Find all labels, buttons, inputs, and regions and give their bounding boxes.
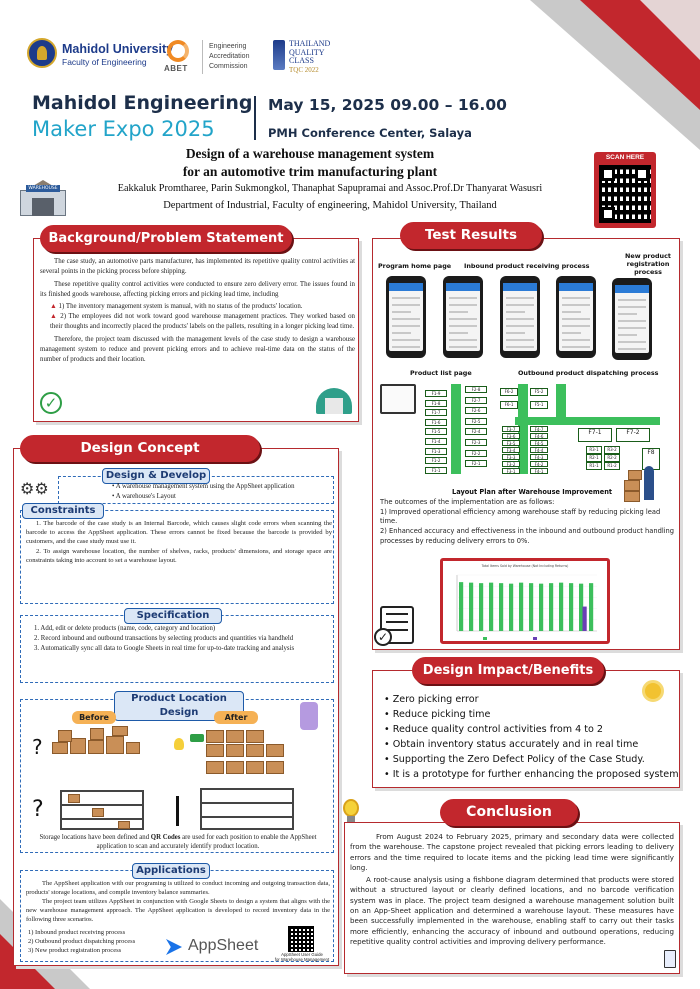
shelf-label: R2-2 [604,454,620,462]
results-bar-chart [443,569,607,643]
shelf-label: F8 [642,448,660,470]
test-results-heading: Test Results [400,222,542,249]
shelf-label: F1-9 [425,390,447,397]
mahidol-logo [27,38,57,68]
shelf-label: F4-6 [530,433,548,439]
conclusion-heading: Conclusion [440,799,578,826]
constraints-label: Constraints [22,503,104,519]
shelf-label: F1-4 [425,438,447,445]
chart-legend-swatch [533,637,537,640]
gears-icon: ⚙⚙ [20,479,49,498]
shelf-label: F1-2 [425,457,447,464]
eac-line-3: Commission [209,63,248,70]
chart-bar [539,584,543,631]
shelf-label: F1-6 [425,419,447,426]
shelf-label: F4-1 [530,468,548,474]
chart-bar [459,582,463,631]
outcome-2: 2) Enhanced accuracy and effectiveness in the inbound and outbound product handling processes by reducing delivery errors to 0%. [380,527,675,545]
applications-scenarios [28,929,135,956]
department: Department of Industrial, Faculty of engineering, Mahidol University, Thailand [163,200,497,211]
impact-item-1: Zero picking error [392,694,479,705]
appsheet-icon [166,939,182,955]
shelf-label: F3-4 [502,447,520,453]
spec-1: 1. Add, edit or delete products (name, code, category and location) [34,625,216,632]
chart-bar [489,583,493,631]
eac-line-2: Accreditation [209,53,250,60]
warehouse-sign: WAREHOUSE [26,185,60,192]
caption-inbound: Inbound product receiving process [464,262,590,270]
abet-logo [167,40,189,62]
shelf-label: F3-6 [502,433,520,439]
shelf-label: F4-4 [530,447,548,453]
guide-line-2: for Warehouse Management [274,957,330,962]
shelf-label: F2-3 [465,439,487,446]
project-title-line-2: for an automotive trim manufacturing plant [182,164,438,179]
eac-line-1: Engineering [209,43,247,50]
shelf-label: F4-5 [530,440,548,446]
impact-item: • Obtain inventory status accurately and in real time [384,739,639,750]
after-label: After [214,711,258,724]
shelf-label: F3-5 [502,440,520,446]
shelf-label: F3-7 [502,426,520,432]
tqc-line-2: QUALITY [289,47,325,57]
eac-text [209,42,249,72]
chart-bar [549,583,553,631]
spec-3: 3. Automatically sync all data to Google Sheets in real time for up-to-date tracking and analysis [34,644,295,652]
conclusion-paragraph-2: A root-cause analysis using a fishbone diagram determined that products were stored without a structured layout or clearly defined locations, and no barcode verification system was in place. The project team designed a warehouse management solution built on an App-Sheet application and determined a warehouse layout. These measures have been successfully implemented in the warehouse, enabling staff to carry out their tasks more efficiently, enhancing the accuracy of inbound and outbound operations, reducing repetitive quality control activities and improving delivery performance. [350,875,674,946]
phone-qr-icon [300,702,318,730]
scenario-1: 1) Inbound product receiving process [28,929,126,936]
after-shelf-icon [200,788,294,830]
university-name: Mahidol University [62,42,174,56]
summary-doc-icon [664,950,676,968]
impact-item-4: Obtain inventory status accurately and in real time [392,739,639,750]
apps-paragraph-2: The project team utilizes AppSheet in conjunction with Google Sheets to design a system that aligns with the new warehouse management approach. The AppSheet application is developed to record inventory data in the following three scenarios. [26,897,330,923]
background-paragraph-3: Therefore, the project team discussed with the management levels of the case study to design a warehouse management system to reduce and prevent picking errors and to achieve real-time data on the status of the number of products and their location. [40,336,355,363]
applications-text [26,880,330,925]
outcomes-text [380,498,676,547]
warning-icon: ▲ [50,313,61,320]
impact-item: • Supporting the Zero Defect Policy of the Case Study. [384,754,645,765]
shelf-label: F4-7 [530,426,548,432]
event-venue: PMH Conference Center, Salaya [268,126,472,140]
results-chart-frame [440,558,610,644]
shelf-label: F1-3 [425,448,447,455]
appsheet-logo [166,934,266,960]
constraints-text [26,519,332,565]
impact-item-6: It is a prototype for further enhancing the proposed system [392,769,679,780]
shelf-label: F2-6 [465,407,487,414]
shelf-label: F2-5 [465,418,487,425]
conclusion-text [350,832,674,947]
shelf-label: F6-2 [500,388,518,396]
before-label: Before [72,711,116,724]
caption-part-b: are used for each position to enable the AppSheet application to scan and accurately identify product location. [96,834,317,851]
event-date: May 15, 2025 09.00 – 16.00 [268,96,507,114]
background-issue-1 [40,302,355,312]
issue-2-text: 2) The employees did not work toward good warehouse management practices. They worked based on their thoughts and incorrectly placed the products' labels on the pallets, resulting in a longer picking lead time. [50,313,355,330]
chart-bar [499,583,503,631]
app-phone-screenshot [386,276,426,358]
develop-item-2: • A warehouse's Layout [112,493,176,500]
tqc-line-3: CLASS [289,56,314,65]
caption-qr-codes: QR Codes [150,834,181,841]
shelf-label: F2-8 [465,386,487,393]
shelf-label: F3-1 [502,468,520,474]
shelf-label: F2-7 [465,397,487,404]
background-issue-2 [40,312,355,332]
caption-home: Program home page [378,262,452,270]
expo-title: Mahidol Engineering [32,92,253,114]
idea-bulb-icon [340,796,362,824]
caption-part-a: Storage locations have been defined and [39,834,151,841]
outcome-1: 1) Improved operational efficiency among warehouse staff by reducing picking lead time. [380,507,661,526]
constraint-1: 1. The barcode of the case study is an Internal Barcode, which causes slight code errors when scanning the barcode to access the AppSheet application. These errors cannot be fixed because the barcode is provided by customers, and the case study must use it. [26,520,332,546]
qr-code-icon [599,165,651,223]
before-shelf-icon [60,790,144,830]
caption-new-line-2: registration process [626,260,670,276]
chart-bar [479,583,483,631]
design-concept-heading: Design Concept [20,435,260,462]
warning-icon: ▲ [50,303,59,310]
aisle-vertical [451,384,461,474]
app-phone-screenshot [612,278,652,360]
shelf-label: F2-4 [465,428,487,435]
chart-bar [569,583,573,631]
expo-subtitle: Maker Expo 2025 [32,117,215,141]
layout-caption: Layout Plan after Warehouse Improvement [452,488,613,496]
shelf-label: R2-1 [586,454,602,462]
chart-legend-swatch [483,637,487,640]
impact-item-5: Supporting the Zero Defect Policy of the Case Study. [392,754,645,765]
apps-paragraph-1: The AppSheet application with our programing is utilized to conduct incoming and outgoing transaction data, products' storage locations, and compile inventory balance summaries. [26,880,330,896]
tqc-year: TQC 2022 [289,65,319,74]
develop-item-2-text: A warehouse's Layout [115,493,176,500]
chart-bar [589,583,593,631]
checkmark-icon: ✓ [40,392,62,414]
chart-bar [469,583,473,631]
tqc-line-1: THAILAND [289,39,331,48]
outcomes-intro: The outcomes of the implementation are as follows: [380,498,555,506]
background-text [40,257,355,365]
background-paragraph-1: The case study, an automotive parts manufacturer, has implemented its repetitive quality control activities at several points in the picking process before shipping. [40,258,355,275]
scan-here-label: SCAN HERE [605,154,645,161]
background-heading: Background/Problem Statement [40,225,292,252]
impact-item: • It is a prototype for further enhancing the proposed system [384,769,679,780]
scenario-2: 2) Outbound product dispatching process [28,937,136,945]
impact-list [384,692,679,782]
impact-item-2: Reduce picking time [392,709,491,720]
qr-tag-icon [190,734,204,742]
chart-bar [529,583,533,631]
faculty-name: Faculty of Engineering [62,57,147,67]
confused-worker-icon: ? [32,735,43,759]
shelf-label: F4-2 [530,461,548,467]
expo-divider [254,96,256,140]
user-guide-caption [270,952,334,962]
shelf-label: F2-1 [465,460,487,467]
lightbulb-icon [174,738,184,750]
aisle-horizontal [515,417,660,425]
chart-bar [559,583,563,631]
shelf-label: F2-2 [465,450,487,457]
shelf-label: R1-2 [604,462,620,470]
warehouse-icon [14,180,72,218]
background-paragraph-2: These repetitive quality control activities were conducted to ensure zero delivery error. The issues found in its finished goods warehouse, affecting picking errors and picking lead time, including [40,281,355,298]
specification-label: Specification [124,608,222,624]
caption-new-line-1: New product [625,252,671,260]
blueprint-icon [380,384,416,414]
checklist-icon: ✓ [380,606,414,644]
shelf-label: F1-5 [425,428,447,435]
app-phone-screenshot [500,276,540,358]
impact-item-3: Reduce quality control activities from 4 to 2 [392,724,604,735]
develop-item-1: • A warehouse management system using the AppSheet application [112,483,295,490]
tqc-logo-icon [273,40,285,70]
chart-bar [583,607,587,631]
shelf-label: R1-1 [586,462,602,470]
shelf-label: F7-1 [578,428,612,442]
shelf-label: F6-1 [500,401,518,409]
caption-new-product [618,252,678,276]
shelf-label: F7-2 [616,428,650,442]
shelf-label: F4-3 [530,454,548,460]
impact-item: • Reduce picking time [384,709,491,720]
chart-bar [509,584,513,631]
shelf-label: F5-2 [530,388,548,396]
shelf-label: R3-1 [586,446,602,454]
chart-bar [519,583,523,631]
spec-2: 2. Record inbound and outbound transactions by selecting products and quantities via handheld [34,634,294,642]
aisle-right [556,384,566,424]
shelf-label: F3-2 [502,461,520,467]
conclusion-paragraph-1: From August 2024 to February 2025, primary and secondary data were collected from the warehouse. The capstone project revealed that picking errors leading to delivery errors and the time required to locate items and the picking lead time were significantly long. [350,832,674,872]
abet-text: ABET [164,64,188,73]
constraint-2: 2. To assign warehouse location, the number of shelves, racks, products' dimensions, and storage space are constraints taking into account to set a warehouse layout. [26,547,332,564]
shelf-label: R3-2 [604,446,620,454]
worker-boxes-icon [624,466,658,502]
shelf-label: F1-1 [425,467,447,474]
caption-outbound: Outbound product dispatching process [518,369,659,377]
impact-heading: Design Impact/Benefits [412,657,604,684]
impact-item: • Reduce quality control activities from 4 to 2 [384,724,604,735]
applications-label: Applications [132,863,210,879]
scenario-3: 3) New product registration process [28,946,122,954]
qr-code-card[interactable] [594,152,656,228]
app-phone-screenshot [556,276,596,358]
product-location-caption [28,833,328,851]
searching-worker-icon: ? [32,797,44,822]
caption-product-list: Product list page [410,369,472,377]
project-title-line-1: Design of a warehouse management system [185,146,435,161]
shelf-label: F3-3 [502,454,520,460]
authors: Eakkaluk Promtharee, Parin Sukmongkol, Thanaphat Sapupramai and Assoc.Prof.Dr Thanyarat Wasusri [117,183,543,194]
guide-line-1: AppSheet User Guide [281,952,323,957]
impact-item: • Zero picking error [384,694,479,705]
product-location-label: Product Location Design [114,691,244,721]
specification-text [26,624,330,654]
user-guide-qr-icon[interactable] [288,926,314,952]
appsheet-wordmark: AppSheet [188,937,259,954]
app-phone-screenshot [443,276,483,358]
shelf-label: F5-1 [530,401,548,409]
develop-list [112,482,294,502]
issue-1-text: 1) The inventory management system is manual, with no status of the products' location. [58,303,303,310]
chart-title: Total Items Sold by Warehouse (Not Including Returns) [481,564,569,568]
tqc-text [289,40,330,74]
happy-worker-icon [176,796,188,826]
logo-divider [202,40,203,74]
shelf-label: F1-7 [425,409,447,416]
develop-label: Design & Develop [102,468,210,484]
develop-item-1-text: A warehouse management system using the AppSheet application [115,483,295,490]
shelf-label: F1-8 [425,400,447,407]
